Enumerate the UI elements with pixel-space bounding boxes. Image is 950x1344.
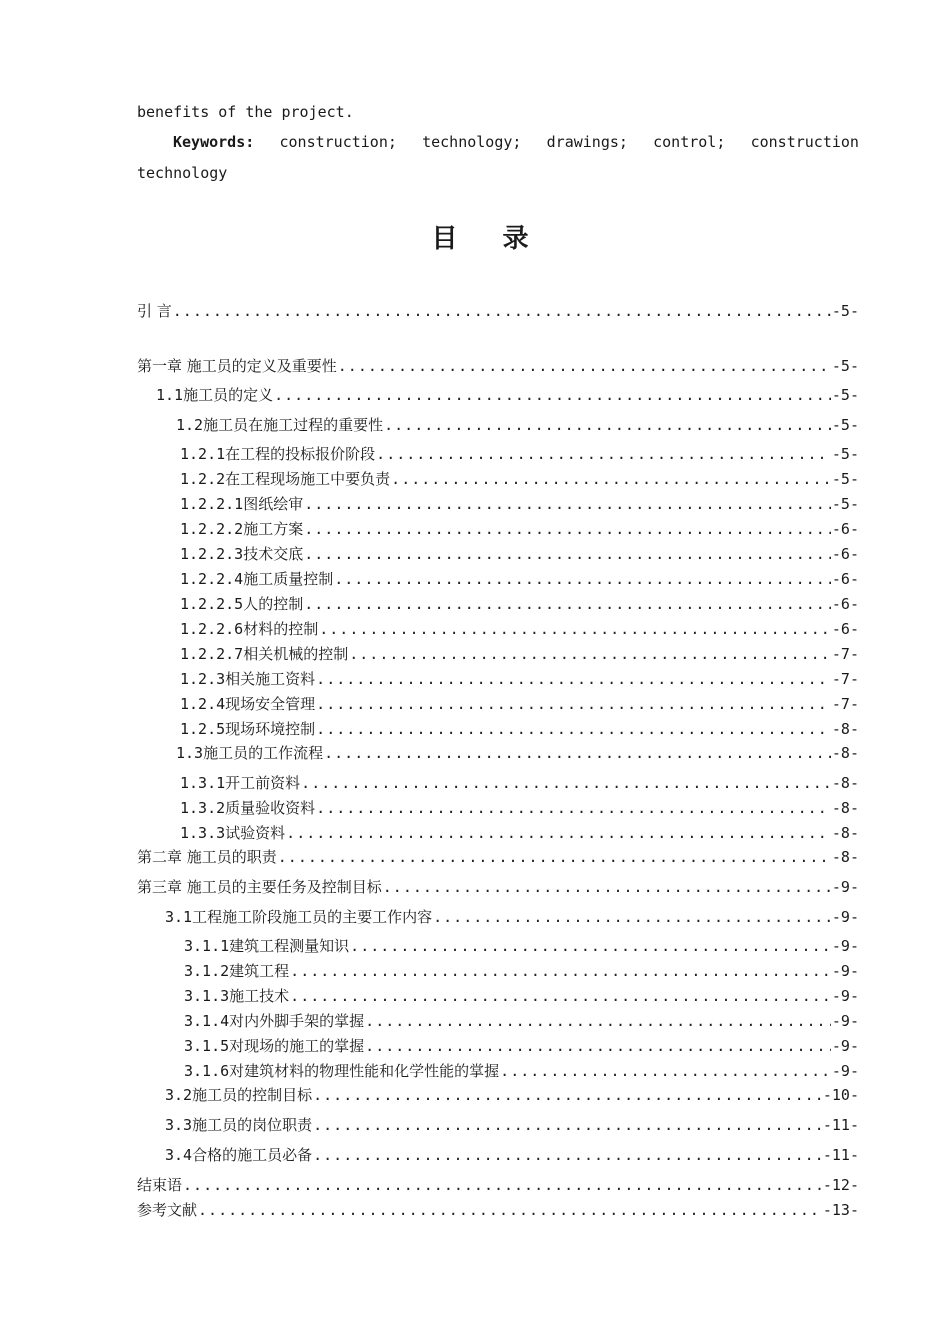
toc-entry-label: 第一章 施工员的定义及重要性 xyxy=(137,357,337,375)
toc-entry[interactable] xyxy=(184,1060,859,1082)
toc-entry[interactable] xyxy=(180,568,859,590)
toc-entry[interactable] xyxy=(165,906,859,928)
toc-entry-number: 1.3.3 xyxy=(180,824,226,842)
keyword: technology; xyxy=(422,133,522,151)
toc-dot-leader xyxy=(350,935,831,957)
toc-dot-leader xyxy=(278,846,831,868)
toc-entry-label: 施工方案 xyxy=(243,520,304,538)
toc-entry[interactable] xyxy=(180,822,859,844)
toc-entry-label: 技术交底 xyxy=(243,545,304,563)
toc-page-number: -7- xyxy=(831,670,859,688)
toc-entry-label: 建筑工程 xyxy=(229,962,290,980)
toc-page-number: -6- xyxy=(831,570,859,588)
toc-entry[interactable] xyxy=(165,1114,859,1136)
toc-entry-title xyxy=(165,1144,312,1166)
toc-page-number: -9- xyxy=(831,962,859,980)
toc-entry-title xyxy=(180,772,300,794)
toc-dot-leader xyxy=(338,355,831,377)
toc-page-number: -6- xyxy=(831,595,859,613)
toc-entry[interactable] xyxy=(180,693,859,715)
toc-entry-number: 3.1.4 xyxy=(184,1012,230,1030)
toc-entry-label: 施工员的定义 xyxy=(183,386,274,404)
toc-entry[interactable] xyxy=(180,618,859,640)
toc-entry-number: 1.2.2.4 xyxy=(180,570,244,588)
toc-entry[interactable] xyxy=(184,1035,859,1057)
toc-entry[interactable] xyxy=(184,935,859,957)
toc-dot-leader xyxy=(433,906,831,928)
toc-dot-leader xyxy=(500,1060,831,1082)
toc-dot-leader xyxy=(316,693,831,715)
toc-entry-label: 施工质量控制 xyxy=(243,570,334,588)
toc-entry-label: 对内外脚手架的掌握 xyxy=(229,1012,365,1030)
toc-entry[interactable] xyxy=(137,1199,859,1221)
toc-page-number: -11- xyxy=(822,1116,859,1134)
toc-page-number: -5- xyxy=(831,470,859,488)
toc-page-number: -9- xyxy=(831,908,859,926)
toc-title: 目 录 xyxy=(431,224,547,254)
toc-entry[interactable] xyxy=(180,772,859,794)
toc-entry-number: 1.2.2 xyxy=(180,470,226,488)
keywords-line xyxy=(137,132,859,152)
toc-entry-title xyxy=(180,468,390,490)
toc-entry-label: 工程施工阶段施工员的主要工作内容 xyxy=(192,908,433,926)
toc-page-number: -11- xyxy=(822,1146,859,1164)
toc-dot-leader xyxy=(383,876,831,898)
toc-page-number: -9- xyxy=(831,1062,859,1080)
toc-dot-leader xyxy=(304,593,831,615)
toc-entry[interactable] xyxy=(180,643,859,665)
toc-entry-title xyxy=(180,822,285,844)
toc-entry-label: 施工技术 xyxy=(229,987,290,1005)
toc-dot-leader xyxy=(274,384,831,406)
toc-entry-title xyxy=(180,668,315,690)
toc-entry-label: 施工员的岗位职责 xyxy=(192,1116,313,1134)
toc-entry-label: 对建筑材料的物理性能和化学性能的掌握 xyxy=(229,1062,500,1080)
toc-entry-label: 现场环境控制 xyxy=(225,720,316,738)
toc-entry-title xyxy=(165,1084,312,1106)
toc-entry-title xyxy=(165,906,432,928)
toc-entry-number: 3.1.3 xyxy=(184,987,230,1005)
toc-entry-number: 1.2.5 xyxy=(180,720,226,738)
toc-dot-leader xyxy=(324,742,831,764)
toc-dot-leader xyxy=(316,797,831,819)
toc-entry-label: 相关机械的控制 xyxy=(243,645,349,663)
toc-entry-number: 1.2.2.6 xyxy=(180,620,244,638)
toc-entry-title xyxy=(137,300,172,322)
toc-entry-title xyxy=(180,693,315,715)
toc-entry[interactable] xyxy=(137,300,859,322)
toc-page-number: -5- xyxy=(831,416,859,434)
abstract-closing-line: benefits of the project. xyxy=(137,103,354,121)
toc-entry-title xyxy=(184,1060,499,1082)
keyword: construction xyxy=(750,133,859,151)
toc-entry[interactable] xyxy=(176,414,859,436)
toc-page-number: -9- xyxy=(831,937,859,955)
toc-entry[interactable] xyxy=(165,1084,859,1106)
keyword: control; xyxy=(653,133,726,151)
toc-entry-label: 现场安全管理 xyxy=(225,695,316,713)
toc-entry-title xyxy=(176,742,323,764)
toc-dot-leader xyxy=(286,822,831,844)
toc-dot-leader xyxy=(384,414,831,436)
toc-page-number: -8- xyxy=(831,720,859,738)
toc-entry-number: 1.2.2.5 xyxy=(180,595,244,613)
toc-dot-leader xyxy=(313,1084,822,1106)
toc-dot-leader xyxy=(290,960,831,982)
toc-entry[interactable] xyxy=(156,384,859,406)
toc-entry-number: 3.4 xyxy=(165,1146,193,1164)
toc-dot-leader xyxy=(290,985,831,1007)
toc-dot-leader xyxy=(365,1035,831,1057)
toc-page-number: -8- xyxy=(831,848,859,866)
toc-entry[interactable] xyxy=(184,960,859,982)
toc-entry-title xyxy=(184,985,289,1007)
toc-entry-title xyxy=(180,643,348,665)
toc-entry-label: 建筑工程测量知识 xyxy=(229,937,350,955)
toc-page-number: -8- xyxy=(831,744,859,762)
toc-entry-label: 在工程的投标报价阶段 xyxy=(225,445,376,463)
toc-entry-title xyxy=(180,518,303,540)
toc-entry-title xyxy=(184,1035,364,1057)
toc-entry[interactable] xyxy=(180,797,859,819)
toc-page-number: -5- xyxy=(831,302,859,320)
toc-entry-number: 3.1.2 xyxy=(184,962,230,980)
toc-entry-title xyxy=(180,718,315,740)
toc-entry[interactable] xyxy=(137,355,859,377)
toc-entry-title xyxy=(180,493,303,515)
toc-dot-leader xyxy=(316,718,831,740)
toc-entry[interactable] xyxy=(180,718,859,740)
toc-entry-number: 1.2.3 xyxy=(180,670,226,688)
toc-entry-label: 开工前资料 xyxy=(225,774,301,792)
toc-dot-leader xyxy=(301,772,831,794)
toc-entry-number: 1.3.2 xyxy=(180,799,226,817)
toc-entry-title xyxy=(137,846,277,868)
toc-page-number: -6- xyxy=(831,620,859,638)
toc-dot-leader xyxy=(183,1174,822,1196)
toc-dot-leader xyxy=(304,543,831,565)
toc-dot-leader xyxy=(334,568,831,590)
toc-entry-number: 1.2.4 xyxy=(180,695,226,713)
toc-page-number: -5- xyxy=(831,386,859,404)
toc-entry-title xyxy=(156,384,273,406)
toc-entry-label: 结束语 xyxy=(137,1176,183,1194)
toc-entry-title xyxy=(180,797,315,819)
toc-entry-number: 1.1 xyxy=(156,386,184,404)
toc-entry[interactable] xyxy=(137,1174,859,1196)
toc-entry-number: 3.1.1 xyxy=(184,937,230,955)
toc-entry-number: 1.3.1 xyxy=(180,774,226,792)
toc-entry-title xyxy=(184,935,349,957)
toc-entry-label: 第二章 施工员的职责 xyxy=(137,848,277,866)
toc-dot-leader xyxy=(391,468,831,490)
toc-page-number: -8- xyxy=(831,799,859,817)
toc-entry-number: 3.1.5 xyxy=(184,1037,230,1055)
toc-entry-number: 3.3 xyxy=(165,1116,193,1134)
toc-entry-label: 引 言 xyxy=(137,302,172,320)
toc-entry-label: 试验资料 xyxy=(225,824,286,842)
toc-entry-number: 3.1.6 xyxy=(184,1062,230,1080)
toc-entry-label: 施工员的工作流程 xyxy=(203,744,324,762)
toc-entry[interactable] xyxy=(137,876,859,898)
toc-entry[interactable] xyxy=(176,742,859,764)
keywords-label: Keywords: xyxy=(173,133,255,151)
toc-dot-leader xyxy=(313,1144,822,1166)
toc-entry-label: 合格的施工员必备 xyxy=(192,1146,313,1164)
toc-dot-leader xyxy=(198,1199,822,1221)
toc-entry-label: 施工员在施工过程的重要性 xyxy=(203,416,384,434)
toc-page-number: -6- xyxy=(831,545,859,563)
toc-entry-label: 人的控制 xyxy=(243,595,304,613)
toc-entry[interactable] xyxy=(137,846,859,868)
toc-dot-leader xyxy=(173,300,831,322)
keywords-continuation: technology xyxy=(137,164,228,182)
toc-entry[interactable] xyxy=(180,668,859,690)
keyword: construction; xyxy=(279,133,397,151)
toc-page-number: -9- xyxy=(831,987,859,1005)
toc-page-number: -8- xyxy=(831,824,859,842)
toc-entry-title xyxy=(180,543,303,565)
toc-entry[interactable] xyxy=(184,985,859,1007)
toc-entry-label: 第三章 施工员的主要任务及控制目标 xyxy=(137,878,382,896)
toc-entry-title xyxy=(184,1010,364,1032)
toc-page-number: -5- xyxy=(831,445,859,463)
toc-page-number: -10- xyxy=(822,1086,859,1104)
toc-entry[interactable] xyxy=(180,518,859,540)
toc-page-number: -5- xyxy=(831,495,859,513)
keyword: drawings; xyxy=(546,133,628,151)
toc-entry[interactable] xyxy=(180,493,859,515)
toc-page-number: -9- xyxy=(831,878,859,896)
toc-entry-label: 参考文献 xyxy=(137,1201,198,1219)
toc-entry-title xyxy=(180,443,375,465)
toc-page-number: -6- xyxy=(831,520,859,538)
toc-entry-label: 质量验收资料 xyxy=(225,799,316,817)
toc-page-number: -5- xyxy=(831,357,859,375)
toc-page-number: -7- xyxy=(831,695,859,713)
toc-entry-number: 1.2 xyxy=(176,416,204,434)
toc-entry[interactable] xyxy=(184,1010,859,1032)
toc-entry-label: 对现场的施工的掌握 xyxy=(229,1037,365,1055)
toc-entry-label: 材料的控制 xyxy=(243,620,319,638)
toc-entry-number: 1.2.2.3 xyxy=(180,545,244,563)
toc-entry-label: 在工程现场施工中要负责 xyxy=(225,470,391,488)
toc-entry-number: 1.2.2.7 xyxy=(180,645,244,663)
toc-entry[interactable] xyxy=(165,1144,859,1166)
toc-entry[interactable] xyxy=(180,593,859,615)
toc-entry-title xyxy=(137,876,382,898)
toc-dot-leader xyxy=(365,1010,831,1032)
toc-entry-label: 图纸绘审 xyxy=(243,495,304,513)
toc-entry-label: 相关施工资料 xyxy=(225,670,316,688)
toc-entry-title xyxy=(165,1114,312,1136)
toc-page-number: -13- xyxy=(822,1201,859,1219)
toc-entry-number: 3.2 xyxy=(165,1086,193,1104)
toc-dot-leader xyxy=(349,643,831,665)
toc-entry-number: 3.1 xyxy=(165,908,193,926)
toc-entry-title xyxy=(137,1199,197,1221)
toc-dot-leader xyxy=(313,1114,822,1136)
toc-entry-title xyxy=(176,414,383,436)
toc-page-number: -9- xyxy=(831,1012,859,1030)
toc-entry-title xyxy=(184,960,289,982)
toc-dot-leader xyxy=(376,443,831,465)
toc-page-number: -8- xyxy=(831,774,859,792)
toc-entry[interactable] xyxy=(180,468,859,490)
toc-dot-leader xyxy=(304,518,831,540)
toc-dot-leader xyxy=(319,618,831,640)
toc-entry-title xyxy=(180,593,303,615)
toc-entry[interactable] xyxy=(180,443,859,465)
toc-entry-title xyxy=(180,618,318,640)
toc-dot-leader xyxy=(316,668,831,690)
toc-entry-number: 1.2.2.2 xyxy=(180,520,244,538)
toc-page-number: -9- xyxy=(831,1037,859,1055)
toc-entry-title xyxy=(137,355,337,377)
toc-page-number: -12- xyxy=(822,1176,859,1194)
toc-entry-number: 1.2.1 xyxy=(180,445,226,463)
toc-entry-number: 1.2.2.1 xyxy=(180,495,244,513)
toc-dot-leader xyxy=(304,493,831,515)
toc-entry-title xyxy=(180,568,333,590)
toc-entry-label: 施工员的控制目标 xyxy=(192,1086,313,1104)
toc-entry-number: 1.3 xyxy=(176,744,204,762)
toc-entry-title xyxy=(137,1174,182,1196)
toc-page-number: -7- xyxy=(831,645,859,663)
toc-entry[interactable] xyxy=(180,543,859,565)
